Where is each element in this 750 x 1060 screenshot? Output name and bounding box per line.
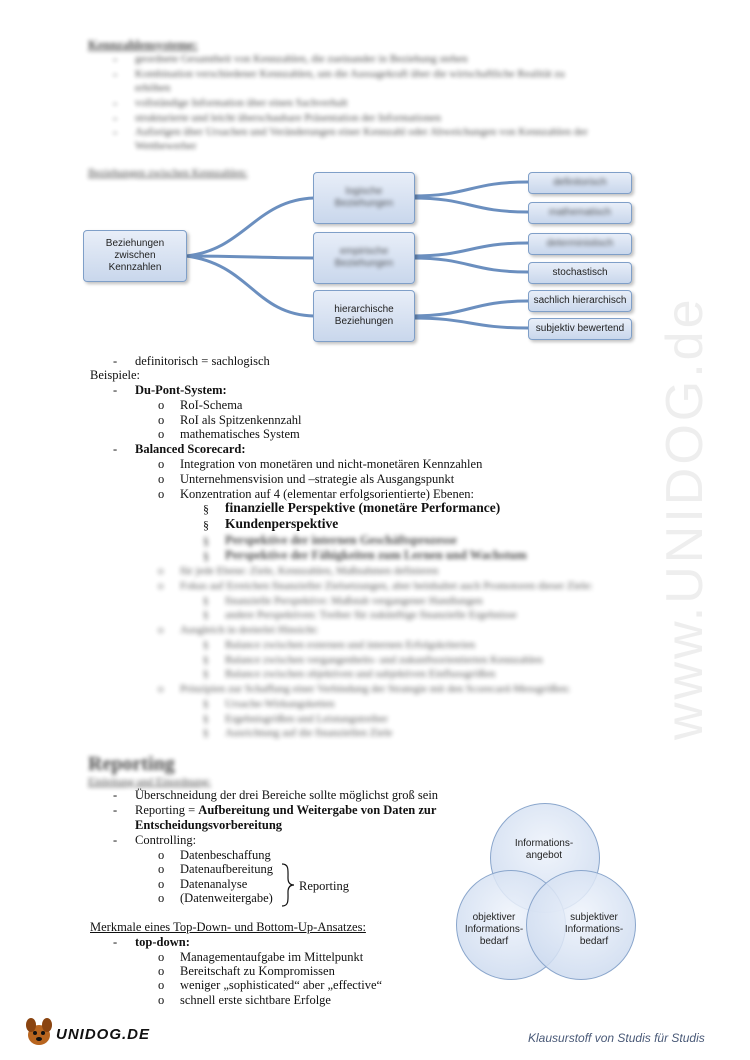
circle-bullet: o <box>158 413 165 427</box>
diagram-mid-label: logische Beziehungen <box>334 186 394 209</box>
circle-bullet: o <box>158 580 164 592</box>
section-bullet: § <box>203 518 209 532</box>
bsc-blurred-item: andere Perspektiven: Treiber für zukünftige finanzielle Ergebnisse <box>225 609 517 621</box>
dupont-item: RoI als Spitzenkennzahl <box>180 413 302 427</box>
venn-label-left: objektiver Informations-bedarf <box>464 912 524 947</box>
controlling-item: Datenanalyse <box>180 877 248 891</box>
circle-bullet: o <box>158 487 165 501</box>
beispiele-label: Beispiele: <box>90 368 140 382</box>
controlling-item: Datenbeschaffung <box>180 848 271 862</box>
intro-item: Kombination verschiedener Kennzahlen, um die Aussagekraft über die wirtschaftliche Realität zu <box>135 68 565 80</box>
venn-label-right: subjektiver Informations-bedarf <box>564 912 624 947</box>
bsc-blurred-item: finanzielle Perspektive: Maßstab vergangener Handlungen <box>225 595 483 607</box>
reporting-definition-prefix: Reporting = <box>135 803 199 817</box>
circle-bullet: o <box>158 950 165 964</box>
dash: - <box>113 354 118 368</box>
section-bullet: § <box>203 595 209 607</box>
circle-bullet: o <box>158 472 165 486</box>
bsc-blurred-item: Balance zwischen externen und internen Erfolgskriterien <box>225 639 476 651</box>
diagram-mid-box <box>313 172 415 224</box>
circle-bullet: o <box>158 427 165 441</box>
circle-bullet: o <box>158 964 165 978</box>
circle-bullet: o <box>158 457 165 471</box>
diagram-leaf-box <box>528 233 632 255</box>
bsc-blurred-item: Fokus auf Erreichen finanzieller Zielsetzungen, aber beinhaltet auch Promotoren dieser Ziele: <box>180 580 593 592</box>
diagram-leaf-label: deterministisch <box>546 238 614 249</box>
section-bullet: § <box>203 549 209 563</box>
topdown-item: schnell erste sichtbare Erfolge <box>180 993 331 1007</box>
intro-item: Aufzeigen über Ursachen und Veränderungen einer Kennzahl oder Abweichungen von Kennzahlen der <box>135 126 588 138</box>
curly-brace <box>280 862 296 908</box>
section-bullet: § <box>203 727 209 739</box>
diagram-mid-label: empirische Beziehungen <box>334 246 394 269</box>
intro-item: geordnete Gesamtheit von Kennzahlen, die zueinander in Beziehung stehen <box>135 53 468 65</box>
controlling-item: (Datenweitergabe) <box>180 891 273 905</box>
bsc-blurred-item: für jede Ebene: Ziele, Kennzahlen, Maßnahmen definieren <box>180 565 439 577</box>
section-bullet: § <box>203 713 209 725</box>
section-bullet: § <box>203 698 209 710</box>
circle-bullet: o <box>158 565 164 577</box>
intro-item: strukturierte und leicht überschaubare Präsentation der Informationen <box>135 112 442 124</box>
bsc-item: Unternehmensvision und –strategie als Ausgangspunkt <box>180 472 455 486</box>
circle-bullet: o <box>158 848 165 862</box>
bsc-blurred-item: Ausrichtung auf die finanziellen Ziele <box>225 727 393 739</box>
diagram-root-label: Beziehungen zwischen Kennzahlen <box>105 238 165 273</box>
diagram-leaf-box <box>528 262 632 284</box>
dash: - <box>113 67 118 81</box>
topdown-item: Managementaufgabe im Mittelpunkt <box>180 950 364 964</box>
intro-item: Wettbewerber <box>135 140 197 152</box>
dupont-title: Du-Pont-System: <box>135 383 227 397</box>
bsc-ebene: Perspektive der internen Geschäftsprozesse <box>225 533 457 547</box>
diagram-heading: Beziehungen zwischen Kennzahlen: <box>88 167 248 179</box>
diagram-leaf-box <box>528 290 632 312</box>
circle-bullet: o <box>158 993 165 1007</box>
controlling-label: Controlling: <box>135 833 197 847</box>
logo-text: UNIDOG.DE <box>56 1026 151 1043</box>
circle-bullet: o <box>158 877 165 891</box>
reporting-title: Reporting <box>88 753 175 775</box>
circle-bullet: o <box>158 862 165 876</box>
diagram-mid-box <box>313 290 415 342</box>
bsc-ebene: Kundenperspektive <box>225 516 339 531</box>
bsc-blurred-item: Ergebnisgrößen und Leistungstreiber <box>225 713 388 725</box>
merkmale-heading: Merkmale eines Top-Down- und Bottom-Up-Ansatzes: <box>90 920 366 934</box>
section-bullet: § <box>203 502 209 516</box>
dash: - <box>113 52 118 66</box>
reporting-definition-cont: Entscheidungsvorbereitung <box>135 818 283 832</box>
dash: - <box>113 803 118 817</box>
intro-item: vollständige Information über einen Sachverhalt <box>135 97 348 109</box>
dash: - <box>113 442 118 456</box>
footer-tagline: Klausurstoff von Studis für Studis <box>528 1031 705 1045</box>
bsc-blurred-item: Ausgleich in dreierlei Hinsicht: <box>180 624 319 636</box>
definition-line: definitorisch = sachlogisch <box>135 354 270 368</box>
topdown-label: top-down: <box>135 935 190 949</box>
dash: - <box>113 833 118 847</box>
section-heading: Kennzahlensysteme: <box>88 38 198 52</box>
reporting-definition-bold: Aufbereitung und Weitergabe von Daten zur <box>198 803 437 817</box>
circle-bullet: o <box>158 624 164 636</box>
section-bullet: § <box>203 609 209 621</box>
topdown-item: Bereitschaft zu Kompromissen <box>180 964 335 978</box>
circle-bullet: o <box>158 683 164 695</box>
reporting-line: Überschneidung der drei Bereiche sollte möglichst groß sein <box>135 788 439 802</box>
dash: - <box>113 125 118 139</box>
section-bullet: § <box>203 639 209 651</box>
bsc-ebene: finanzielle Perspektive (monetäre Performance) <box>225 500 501 515</box>
diagram-leaf-box <box>528 318 632 340</box>
bsc-title: Balanced Scorecard: <box>135 442 246 456</box>
bsc-item: Konzentration auf 4 (elementar erfolgsorientierte) Ebenen: <box>180 487 474 501</box>
dupont-item: mathematisches System <box>180 427 300 441</box>
reporting-definition <box>135 803 436 817</box>
bsc-blurred-item: Ursache-Wirkungsketten <box>225 698 335 710</box>
diagram-leaf-box <box>528 202 632 224</box>
circle-bullet: o <box>158 398 165 412</box>
circle-bullet: o <box>158 891 165 905</box>
controlling-item: Datenaufbereitung <box>180 862 274 876</box>
diagram-leaf-box <box>528 172 632 194</box>
watermark-text: www.UNIDOG.de <box>656 296 714 740</box>
diagram-root-box <box>83 230 187 282</box>
section-bullet: § <box>203 654 209 666</box>
dash: - <box>113 96 118 110</box>
venn-label-top: Informations-angebot <box>514 838 574 861</box>
diagram-leaf-label: stochastisch <box>552 267 608 278</box>
diagram-leaf-label: mathematisch <box>548 207 612 218</box>
section-bullet: § <box>203 668 209 680</box>
circle-bullet: o <box>158 978 165 992</box>
dash: - <box>113 383 118 397</box>
intro-item: erhöhen <box>135 82 171 94</box>
bsc-blurred-item: Balance zwischen vergangenheits- und zukunftsorientierten Kennzahlen <box>225 654 543 666</box>
bsc-ebene: Perspektive der Fähigkeiten zum Lernen und Wachstum <box>225 548 527 562</box>
topdown-item: weniger „sophisticated“ aber „effective“ <box>180 978 383 992</box>
bsc-item: Integration von monetären und nicht-monetären Kennzahlen <box>180 457 483 471</box>
diagram-leaf-label: sachlich hierarchisch <box>533 295 627 306</box>
dash: - <box>113 111 118 125</box>
dash: - <box>113 788 118 802</box>
bsc-blurred-item: Prinzipien zur Schaffung einer Verbindung der Strategie mit den Scorecard-Messgrößen: <box>180 683 571 695</box>
brace-label: Reporting <box>299 879 349 893</box>
diagram-mid-label: hierarchische Beziehungen <box>334 304 394 327</box>
reporting-subtitle: Einleitung und Einordnung: <box>88 776 211 788</box>
section-bullet: § <box>203 534 209 548</box>
dash: - <box>113 935 118 949</box>
dog-logo-icon <box>22 1015 56 1049</box>
bsc-blurred-item: Balance zwischen objektiven und subjektiven Einflussgrößen <box>225 668 496 680</box>
diagram-leaf-label: definitorisch <box>553 177 607 188</box>
diagram-leaf-label: subjektiv bewertend <box>535 323 625 334</box>
dupont-item: RoI-Schema <box>180 398 243 412</box>
diagram-mid-box <box>313 232 415 284</box>
